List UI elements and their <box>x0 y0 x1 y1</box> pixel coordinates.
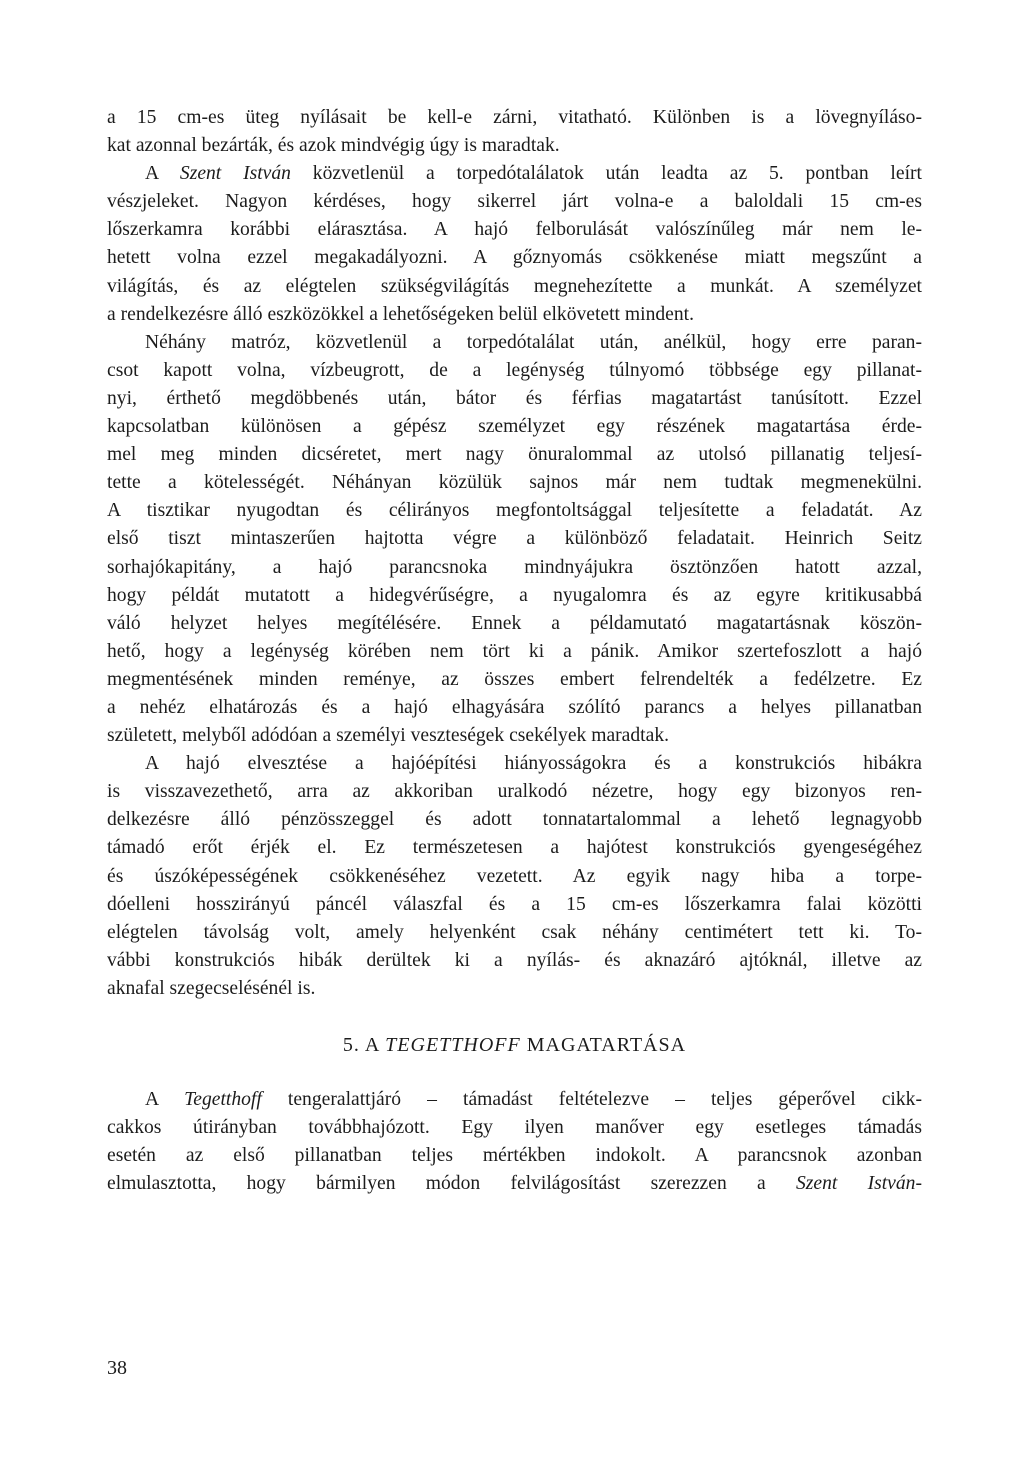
paragraph-1 <box>107 104 922 160</box>
text-line: Néhány matróz, közvetlenül a torpedótalálat után, anélkül, hogy erre paran- <box>145 331 922 353</box>
text-line: megmentésének minden reménye, az összes embert felrendelték a fedélzetre. Ez <box>107 668 922 690</box>
text-line: A Szent István közvetlenül a torpedótalálatok után leadta az 5. pontban leírt <box>145 163 922 185</box>
paragraph-4 <box>107 750 922 1003</box>
text-line: hető, hogy a legénység körében nem tört ki a pánik. Amikor szertefoszlott a hajó <box>107 640 922 662</box>
text-line: elmulasztotta, hogy bármilyen módon felvilágosítást szerezzen a Szent István- <box>107 1173 922 1195</box>
text-line: A hajó elvesztése a hajóépítési hiányosságokra és a konstrukciós hibákra <box>145 753 922 775</box>
text-line: is visszavezethető, arra az akkoriban uralkodó nézetre, hogy egy bizonyos ren- <box>107 781 922 803</box>
text-line: váló helyzet helyes megítélésére. Ennek a példamutató magatartásnak köszön- <box>107 612 922 634</box>
page-body <box>107 104 922 1198</box>
paragraph-3 <box>107 329 922 750</box>
text-line: született, melyből adódóan a személyi veszteségek csekélyek maradtak. <box>107 725 670 747</box>
text-line: hogy példát mutatott a hidegvérűségre, a nyugalomra és az egyre kritikusabbá <box>107 584 922 606</box>
text-line: a rendelkezésre álló eszközökkel a lehetőségeken belül elkövetett mindent. <box>107 303 695 325</box>
text-line: és úszóképességének csökkenéséhez vezetett. Az egyik nagy hiba a torpe- <box>107 865 922 887</box>
text-line: csot kapott volna, vízbeugrott, de a legénység túlnyomó többsége egy pillanat- <box>107 359 922 381</box>
text-line: a 15 cm-es üteg nyílásait be kell-e zárni, vitatható. Különben is a lövegnyíláso- <box>107 107 922 128</box>
text-line: cakkos útirányban továbbhajózott. Egy ilyen manőver egy esetleges támadás <box>107 1117 922 1139</box>
text-line: A Tegetthoff tengeralattjáró – támadást feltételezve – teljes géperővel cikk- <box>145 1089 922 1110</box>
text-line: dóelleni hosszirányú páncél válaszfal és a 15 cm-es lőszerkamra falai közötti <box>107 893 922 915</box>
section-heading <box>107 1031 922 1059</box>
text-line: aknafal szegecselésénél is. <box>107 977 316 999</box>
text-line: sorhajókapitány, a hajó parancsnoka mindnyájukra ösztönzően hatott azzal, <box>107 556 922 578</box>
text-line: nyi, érthető megdöbbenés után, bátor és férfias magatartást tanúsított. Ezzel <box>107 387 922 409</box>
text-line: vészjeleket. Nagyon kérdéses, hogy sikerrel járt volna-e a baloldali 15 cm-es <box>107 191 922 213</box>
text-line: kapcsolatban különösen a gépész személyzet egy részének magatartása érde- <box>107 416 922 438</box>
text-line: a nehéz elhatározás és a hajó elhagyására szólító parancs a helyes pillanatban <box>107 696 922 718</box>
text-line: világítás, és az elégtelen szükségvilágítás megnehezítette a munkát. A személyzet <box>107 275 922 297</box>
text-line: első tiszt mintaszerűen hajtotta végre a különböző feladatait. Heinrich Seitz <box>107 528 922 550</box>
text-line: delkezésre álló pénzösszeggel és adott tonnatartalommal a lehető legnagyobb <box>107 809 922 831</box>
text-line: lőszerkamra korábbi elárasztása. A hajó felborulását valószínűleg már nem le- <box>107 219 922 241</box>
page-number: 38 <box>107 1357 127 1379</box>
text-line: hetett volna ezzel megakadályozni. A gőznyomás csökkenése miatt megszűnt a <box>107 247 922 269</box>
text-line: esetén az első pillanatban teljes mértékben indokolt. A parancsnok azonban <box>107 1145 922 1167</box>
text-line: kat azonnal bezárták, és azok mindvégig úgy is maradtak. <box>107 135 560 157</box>
section-heading-number: 5. A <box>342 1034 380 1056</box>
section-heading-ship-name: TEGETTHOFF <box>385 1034 521 1056</box>
text-line: támadó erőt érjék el. Ez természetesen a hajótest konstrukciós gyengeségéhez <box>107 837 922 859</box>
text-line: vábbi konstrukciós hibák derültek ki a nyílás- és aknazáró ajtóknál, illetve az <box>107 949 922 971</box>
paragraph-5 <box>107 1086 922 1198</box>
text-line: elégtelen távolság volt, amely helyenként csak néhány centimétert tett ki. To- <box>107 921 922 943</box>
text-line: tette a kötelességét. Néhányan közülük sajnos már nem tudtak megmenekülni. <box>107 472 922 494</box>
text-line: mel meg minden dicséretet, mert nagy önuralommal az utolsó pillanatig teljesí- <box>107 444 922 466</box>
paragraph-2 <box>107 160 922 329</box>
section-heading-title: MAGATARTÁSA <box>526 1034 687 1056</box>
text-line: A tisztikar nyugodtan és célirányos megfontoltsággal teljesítette a feladatát. Az <box>107 500 922 522</box>
